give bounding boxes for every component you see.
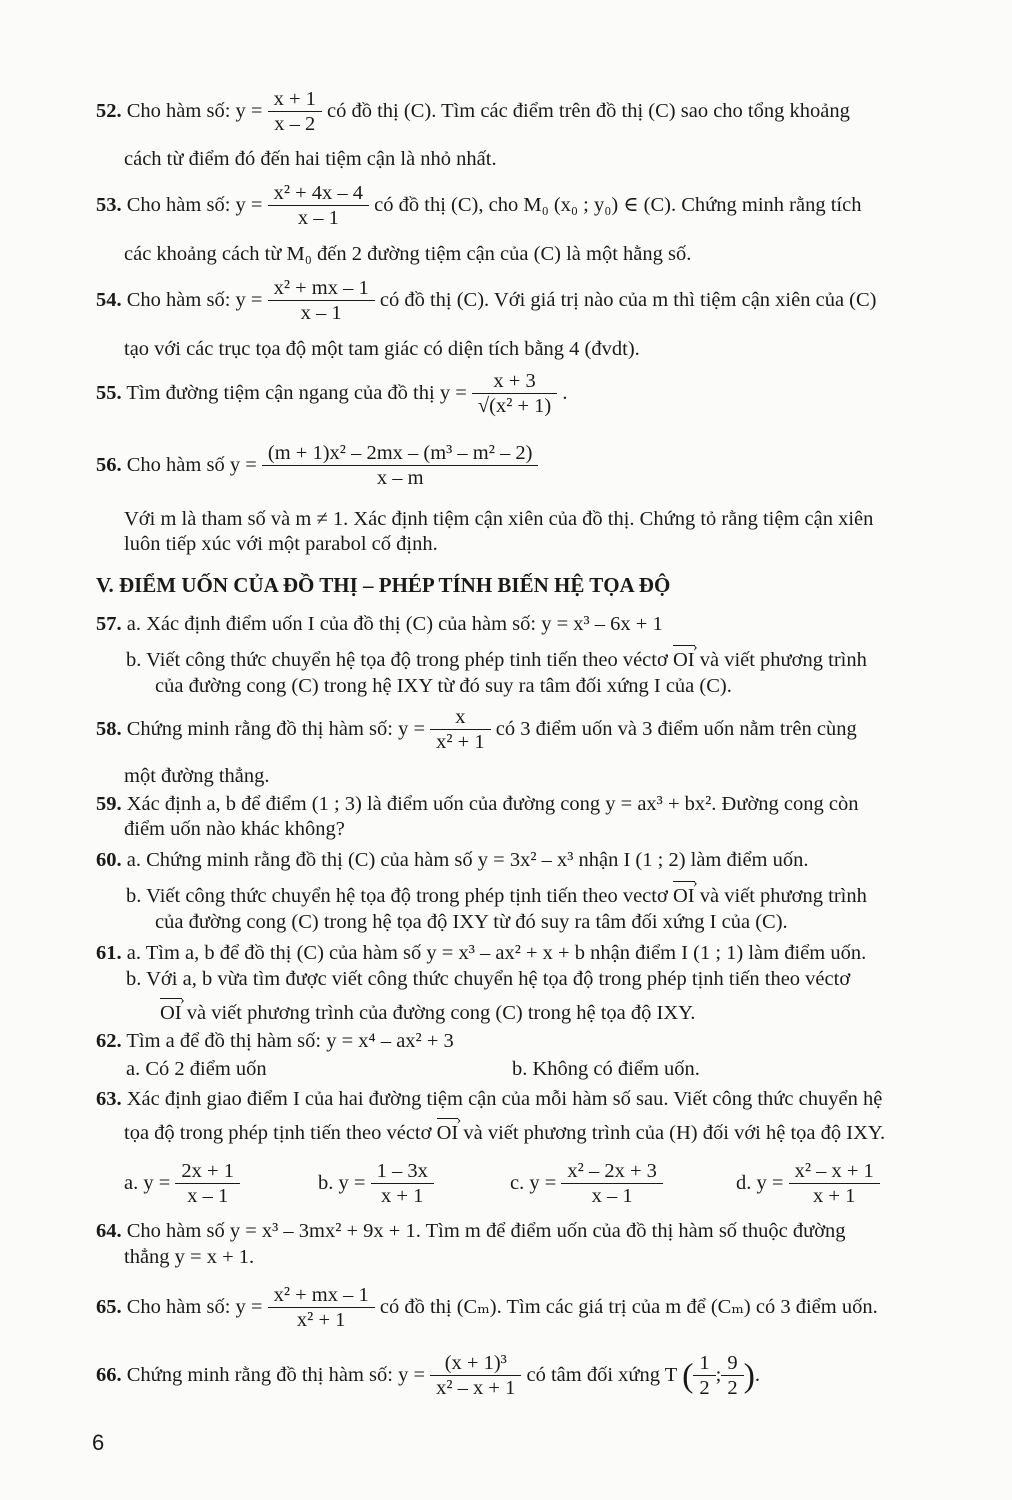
problem-64-line2: thẳng y = x + 1. bbox=[124, 1246, 255, 1268]
text: có đồ thị (Cₘ). Tìm các giá trị của m để (Cₘ) có 3 điểm uốn. bbox=[379, 1296, 878, 1319]
fraction bbox=[430, 705, 490, 754]
problem-66 bbox=[96, 1352, 760, 1401]
right-paren: ) bbox=[743, 1357, 755, 1395]
denominator: x – 2 bbox=[268, 111, 322, 136]
problem-61 bbox=[96, 940, 866, 966]
problem-59 bbox=[96, 791, 858, 817]
denominator: x + 1 bbox=[371, 1183, 434, 1208]
problem-57b bbox=[126, 647, 867, 673]
label: b. y = bbox=[318, 1172, 366, 1195]
text: và viết phương trình bbox=[699, 649, 867, 671]
problem-63-line2 bbox=[124, 1120, 885, 1146]
text: có đồ thị (C), cho M₀ (x₀ ; y₀) ∈ (C). Chứng minh rằng tích bbox=[374, 194, 862, 217]
text: a. Chứng minh rằng đồ thị (C) của hàm số y = 3x² – x³ nhận I (1 ; 2) làm điểm uốn. bbox=[126, 849, 809, 871]
period: . bbox=[754, 1364, 761, 1387]
problem-58-line2: một đường thẳng. bbox=[124, 765, 270, 787]
text: Cho hàm số y = x³ – 3mx² + 9x + 1. Tìm m để điểm uốn của đồ thị hàm số thuộc đường bbox=[126, 1220, 846, 1242]
problem-63 bbox=[96, 1086, 882, 1112]
text: b. Viết công thức chuyển hệ tọa độ trong phép tịnh tiến theo vectơ bbox=[126, 885, 668, 907]
problem-number: 59. bbox=[96, 793, 122, 815]
text: a. Xác định điểm uốn I của đồ thị (C) của hàm số: y = x³ – 6x + 1 bbox=[126, 613, 663, 635]
fraction bbox=[721, 1351, 743, 1400]
fraction bbox=[371, 1159, 434, 1208]
problem-56-line3: luôn tiếp xúc với một parabol cố định. bbox=[124, 533, 438, 555]
text: Tìm a để đồ thị hàm số: y = x⁴ – ax² + 3 bbox=[126, 1030, 454, 1052]
fraction bbox=[789, 1159, 880, 1208]
problem-54 bbox=[96, 277, 877, 326]
denominator: x + 1 bbox=[789, 1183, 880, 1208]
problem-number: 54. bbox=[96, 289, 122, 312]
text: và viết phương trình bbox=[699, 885, 867, 907]
denominator: x – 1 bbox=[268, 205, 369, 230]
fraction bbox=[268, 181, 369, 230]
problem-number: 52. bbox=[96, 100, 122, 123]
denominator: x² – x + 1 bbox=[430, 1375, 521, 1400]
fraction bbox=[430, 1351, 521, 1400]
left-paren: ( bbox=[682, 1357, 694, 1395]
text: và viết phương trình của đường cong (C) trong hệ tọa độ IXY. bbox=[186, 1002, 696, 1024]
text: và viết phương trình của (H) đối với hệ tọa độ IXY. bbox=[463, 1122, 886, 1144]
denominator: x² + 1 bbox=[430, 729, 490, 754]
numerator: x² + mx – 1 bbox=[273, 1284, 369, 1306]
fraction bbox=[693, 1351, 715, 1400]
problem-number: 66. bbox=[96, 1364, 122, 1387]
problem-number: 57. bbox=[96, 613, 122, 635]
text: Chứng minh rằng đồ thị hàm số: y = bbox=[126, 718, 426, 741]
numerator: x + 3 bbox=[493, 370, 536, 392]
problem-62 bbox=[96, 1028, 454, 1054]
problem-number: 65. bbox=[96, 1296, 122, 1319]
problem-63-item-a bbox=[124, 1160, 240, 1209]
problem-63-item-c bbox=[510, 1160, 663, 1209]
section-heading: V. ĐIỂM UỐN CỦA ĐỒ THỊ – PHÉP TÍNH BIẾN HỆ TỌA ĐỘ bbox=[96, 573, 671, 597]
text: Cho hàm số y = bbox=[126, 454, 257, 477]
problem-number: 53. bbox=[96, 194, 122, 217]
problem-55 bbox=[96, 370, 568, 419]
denominator: 2 bbox=[721, 1375, 743, 1400]
text: Xác định giao điểm I của hai đường tiệm cận của mỗi hàm số sau. Viết công thức chuyển hệ bbox=[126, 1088, 883, 1110]
numerator: 2x + 1 bbox=[181, 1160, 234, 1182]
problem-number: 60. bbox=[96, 849, 122, 871]
problem-53 bbox=[96, 182, 861, 231]
text: Cho hàm số: y = bbox=[126, 1296, 263, 1319]
separator: ; bbox=[715, 1364, 722, 1387]
problem-59-line2: điểm uốn nào khác không? bbox=[124, 818, 345, 840]
problem-60b bbox=[126, 883, 867, 909]
problem-53-line2: các khoảng cách từ M₀ đến 2 đường tiệm cận của (C) là một hằng số. bbox=[124, 243, 692, 265]
numerator: x bbox=[455, 706, 466, 728]
problem-64 bbox=[96, 1218, 846, 1244]
problem-57 bbox=[96, 611, 663, 637]
text: có 3 điểm uốn và 3 điểm uốn nằm trên cùng bbox=[495, 718, 857, 741]
numerator: x² – 2x + 3 bbox=[567, 1160, 657, 1182]
text: có đồ thị (C). Tìm các điểm trên đồ thị (C) sao cho tổng khoảng bbox=[327, 100, 850, 123]
problem-60b-line2: của đường cong (C) trong hệ tọa độ IXY từ đó suy ra tâm đối xứng I của (C). bbox=[155, 911, 788, 933]
label: a. y = bbox=[124, 1172, 171, 1195]
vector-oi: OI › bbox=[673, 883, 695, 909]
denominator: 2 bbox=[693, 1375, 715, 1400]
problem-number: 56. bbox=[96, 454, 122, 477]
problem-number: 61. bbox=[96, 942, 122, 964]
fraction bbox=[268, 276, 375, 325]
numerator: 1 – 3x bbox=[376, 1160, 428, 1182]
problem-61b-line2 bbox=[160, 1000, 695, 1026]
problem-54-line2: tạo với các trục tọa độ một tam giác có diện tích bằng 4 (đvdt). bbox=[124, 338, 640, 360]
numerator: (m + 1)x² – 2mx – (m³ – m² – 2) bbox=[267, 442, 533, 464]
denominator: √(x² + 1) bbox=[472, 393, 557, 418]
text: b. Viết công thức chuyển hệ tọa độ trong phép tinh tiến theo véctơ bbox=[126, 649, 668, 671]
problem-number: 55. bbox=[96, 382, 122, 405]
denominator: x – m bbox=[262, 465, 539, 490]
problem-63-item-d bbox=[736, 1160, 880, 1209]
numerator: (x + 1)³ bbox=[444, 1352, 507, 1374]
problem-63-item-b bbox=[318, 1160, 434, 1209]
problem-number: 64. bbox=[96, 1220, 122, 1242]
numerator: 1 bbox=[699, 1352, 710, 1374]
label: c. y = bbox=[510, 1172, 557, 1195]
problem-number: 58. bbox=[96, 718, 122, 741]
vector-oi: OI › bbox=[160, 1000, 182, 1026]
fraction bbox=[175, 1159, 240, 1208]
denominator: x² + 1 bbox=[268, 1307, 375, 1332]
problem-62-option-b: b. Không có điểm uốn. bbox=[512, 1058, 700, 1080]
problem-52 bbox=[96, 88, 850, 137]
problem-number: 62. bbox=[96, 1030, 122, 1052]
fraction bbox=[472, 369, 557, 418]
text: Xác định a, b để điểm (1 ; 3) là điểm uốn của đường cong y = ax³ + bx². Đường cong còn bbox=[126, 793, 859, 815]
text: Cho hàm số: y = bbox=[126, 194, 263, 217]
fraction bbox=[268, 1283, 375, 1332]
text: a. Tìm a, b để đồ thị (C) của hàm số y = x³ – ax² + x + b nhận điểm I (1 ; 1) làm điểm uốn. bbox=[126, 942, 867, 964]
numerator: 9 bbox=[727, 1352, 738, 1374]
fraction bbox=[262, 441, 539, 490]
text: tọa độ trong phép tịnh tiến theo véctơ bbox=[124, 1122, 432, 1144]
denominator: x – 1 bbox=[175, 1183, 240, 1208]
vector-oi: OI › bbox=[437, 1120, 459, 1146]
numerator: x + 1 bbox=[273, 88, 316, 110]
problem-52-line2: cách từ điểm đó đến hai tiệm cận là nhỏ nhất. bbox=[124, 148, 497, 170]
problem-57b-line2: của đường cong (C) trong hệ IXY từ đó suy ra tâm đối xứng I của (C). bbox=[155, 675, 732, 697]
fraction bbox=[268, 87, 322, 136]
denominator: x – 1 bbox=[561, 1183, 662, 1208]
text: có tâm đối xứng T bbox=[526, 1364, 677, 1387]
text: có đồ thị (C). Với giá trị nào của m thì tiệm cận xiên của (C) bbox=[379, 289, 877, 312]
fraction bbox=[561, 1159, 662, 1208]
vector-oi: OI › bbox=[673, 647, 695, 673]
text: Cho hàm số: y = bbox=[126, 100, 263, 123]
problem-56-line2: Với m là tham số và m ≠ 1. Xác định tiệm cận xiên của đồ thị. Chứng tỏ rằng tiệm cận xiên bbox=[124, 508, 874, 530]
problem-65 bbox=[96, 1284, 878, 1333]
problem-62-option-a: a. Có 2 điểm uốn bbox=[126, 1058, 267, 1080]
text: Chứng minh rằng đồ thị hàm số: y = bbox=[126, 1364, 426, 1387]
text: Tìm đường tiệm cận ngang của đồ thị y = bbox=[126, 382, 467, 405]
numerator: x² – x + 1 bbox=[794, 1160, 874, 1182]
problem-60 bbox=[96, 847, 809, 873]
problem-number: 63. bbox=[96, 1088, 122, 1110]
problem-56 bbox=[96, 442, 538, 491]
text: . bbox=[562, 382, 568, 405]
problem-61b: b. Với a, b vừa tìm được viết công thức chuyển hệ tọa độ trong phép tịnh tiến theo véctơ bbox=[126, 968, 851, 990]
text: Cho hàm số: y = bbox=[126, 289, 263, 312]
denominator: x – 1 bbox=[268, 300, 375, 325]
label: d. y = bbox=[736, 1172, 784, 1195]
numerator: x² + mx – 1 bbox=[273, 277, 369, 299]
page-number: 6 bbox=[92, 1430, 105, 1455]
numerator: x² + 4x – 4 bbox=[273, 182, 364, 204]
problem-58 bbox=[96, 706, 857, 755]
